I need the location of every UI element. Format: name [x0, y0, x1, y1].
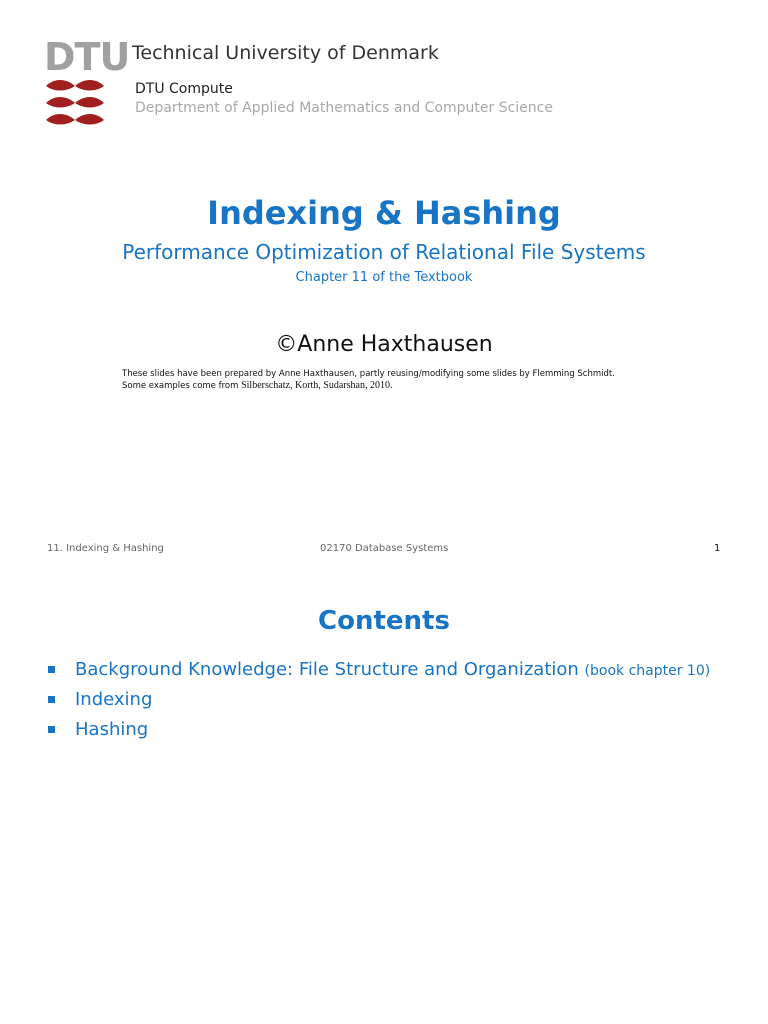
dtu-logo-letters: DTU — [44, 35, 130, 79]
footer-page-number: 1 — [714, 543, 721, 554]
list-item — [46, 688, 710, 718]
list-item-label: Hashing — [75, 719, 149, 740]
list-item — [46, 718, 710, 748]
square-bullet-icon — [48, 696, 55, 703]
footer-lecture: 11. Indexing & Hashing — [47, 543, 164, 554]
contents-slide — [0, 578, 768, 1024]
author: ©Anne Haxthausen — [275, 332, 493, 357]
list-item-label: Indexing — [75, 689, 153, 710]
list-item-label: Background Knowledge: File Structure and Organization — [75, 659, 579, 680]
square-bullet-icon — [48, 666, 55, 673]
list-item — [46, 658, 710, 688]
university-name: Technical University of Denmark — [132, 42, 439, 64]
list-item-note: (book chapter 10) — [584, 663, 711, 679]
square-bullet-icon — [48, 726, 55, 733]
credits-prefix: Some examples come from — [122, 381, 239, 391]
contents-title: Contents — [318, 606, 450, 636]
department-short: DTU Compute — [135, 81, 233, 97]
chapter-reference: Chapter 11 of the Textbook — [295, 270, 473, 285]
credits — [122, 368, 615, 392]
dtu-logo — [44, 35, 130, 130]
credits-reference: Silberschatz, Korth, Sudarshan, 2010. — [241, 380, 393, 391]
contents-list — [46, 658, 710, 748]
dtu-logo-mark-icon — [44, 78, 106, 130]
credits-line-1: These slides have been prepared by Anne Haxthausen, partly reusing/modifying some slides by Flemming Schmidt. — [122, 369, 615, 379]
slide-title: Indexing & Hashing — [207, 194, 561, 232]
slide-subtitle: Performance Optimization of Relational File Systems — [122, 240, 646, 264]
footer-course: 02170 Database Systems — [320, 543, 449, 554]
department-long: Department of Applied Mathematics and Computer Science — [135, 100, 553, 116]
credits-line-2 — [122, 380, 615, 392]
